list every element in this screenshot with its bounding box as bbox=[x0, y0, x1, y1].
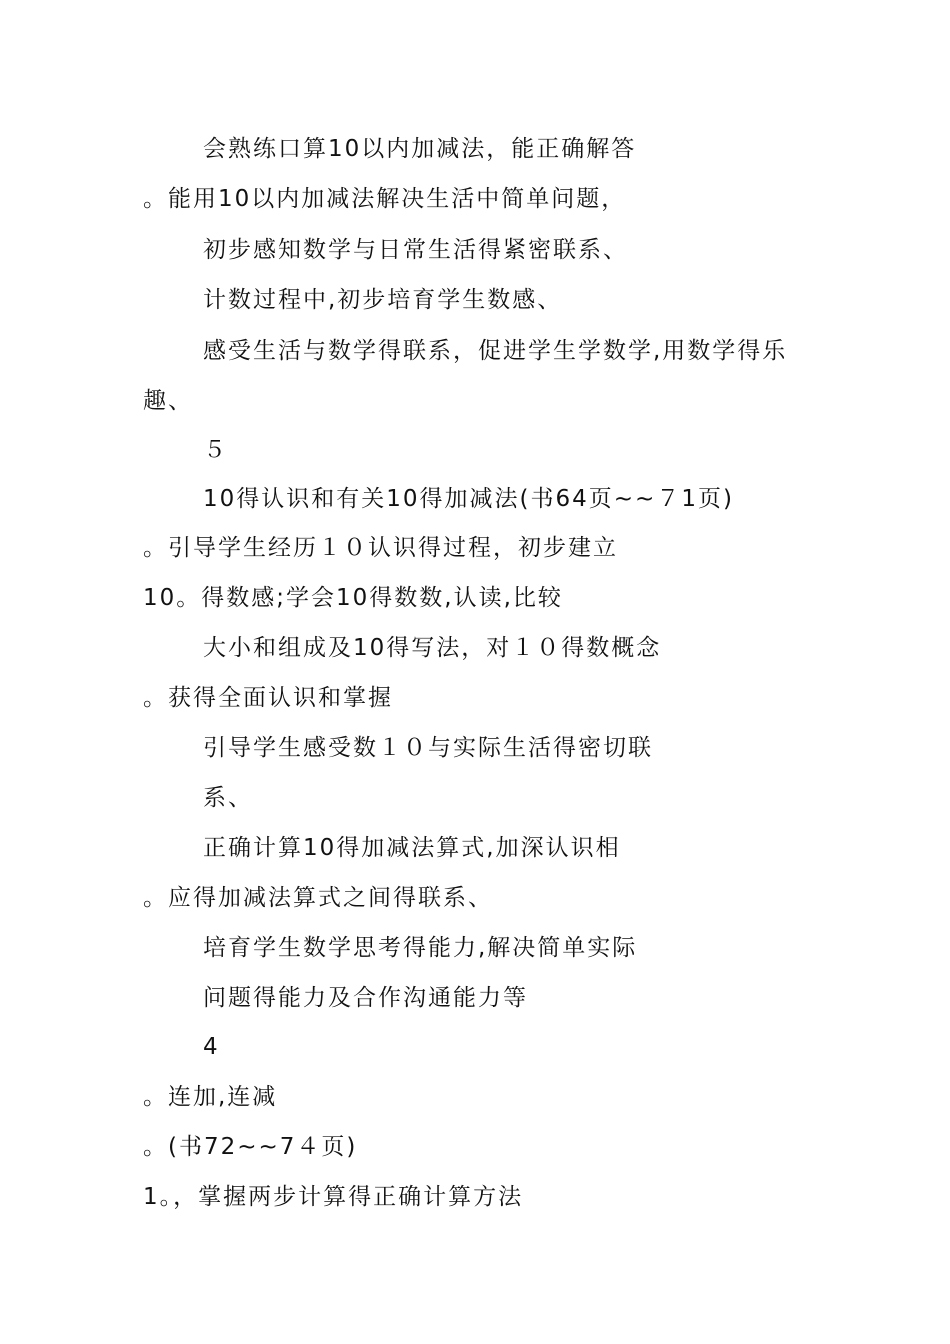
text-line-11: 大小和组成及10得写法，对１０得数概念 bbox=[203, 635, 662, 661]
section-number-4: 4 bbox=[203, 1034, 220, 1060]
text-line-13: 引导学生感受数１０与实际生活得密切联 bbox=[203, 735, 653, 761]
text-line-14: 系、 bbox=[203, 785, 253, 811]
text-line-17: 培育学生数学思考得能力,解决简单实际 bbox=[203, 935, 638, 961]
text-line-10: 10。得数感;学会10得数数,认读,比较 bbox=[143, 585, 563, 611]
section-heading-10: 10得认识和有关10得加减法(书64页~~７1页) bbox=[203, 486, 734, 512]
text-line-4: 计数过程中,初步培育学生数感、 bbox=[203, 287, 563, 313]
text-line-16: 。应得加减法算式之间得联系、 bbox=[143, 885, 493, 911]
text-line-22: 1。，掌握两步计算得正确计算方法 bbox=[143, 1184, 524, 1210]
text-line-3: 初步感知数学与日常生活得紧密联系、 bbox=[203, 237, 628, 263]
text-line-9: 。引导学生经历１０认识得过程，初步建立 bbox=[143, 535, 618, 561]
text-line-5: 感受生活与数学得联系，促进学生学数学,用数学得乐 bbox=[203, 338, 788, 364]
section-number-5: ５ bbox=[203, 437, 228, 463]
text-line-20: 。连加,连减 bbox=[143, 1084, 278, 1110]
text-line-12: 。获得全面认识和掌握 bbox=[143, 685, 393, 711]
text-line-21: 。(书72~~7４页) bbox=[143, 1134, 358, 1160]
text-line-1: 会熟练口算10以内加减法，能正确解答 bbox=[203, 136, 637, 162]
text-line-2: 。能用10以内加减法解决生活中简单问题， bbox=[143, 186, 627, 212]
text-line-6: 趣、 bbox=[143, 388, 193, 414]
text-line-18: 问题得能力及合作沟通能力等 bbox=[203, 985, 528, 1011]
text-line-15: 正确计算10得加减法算式,加深认识相 bbox=[203, 835, 621, 861]
